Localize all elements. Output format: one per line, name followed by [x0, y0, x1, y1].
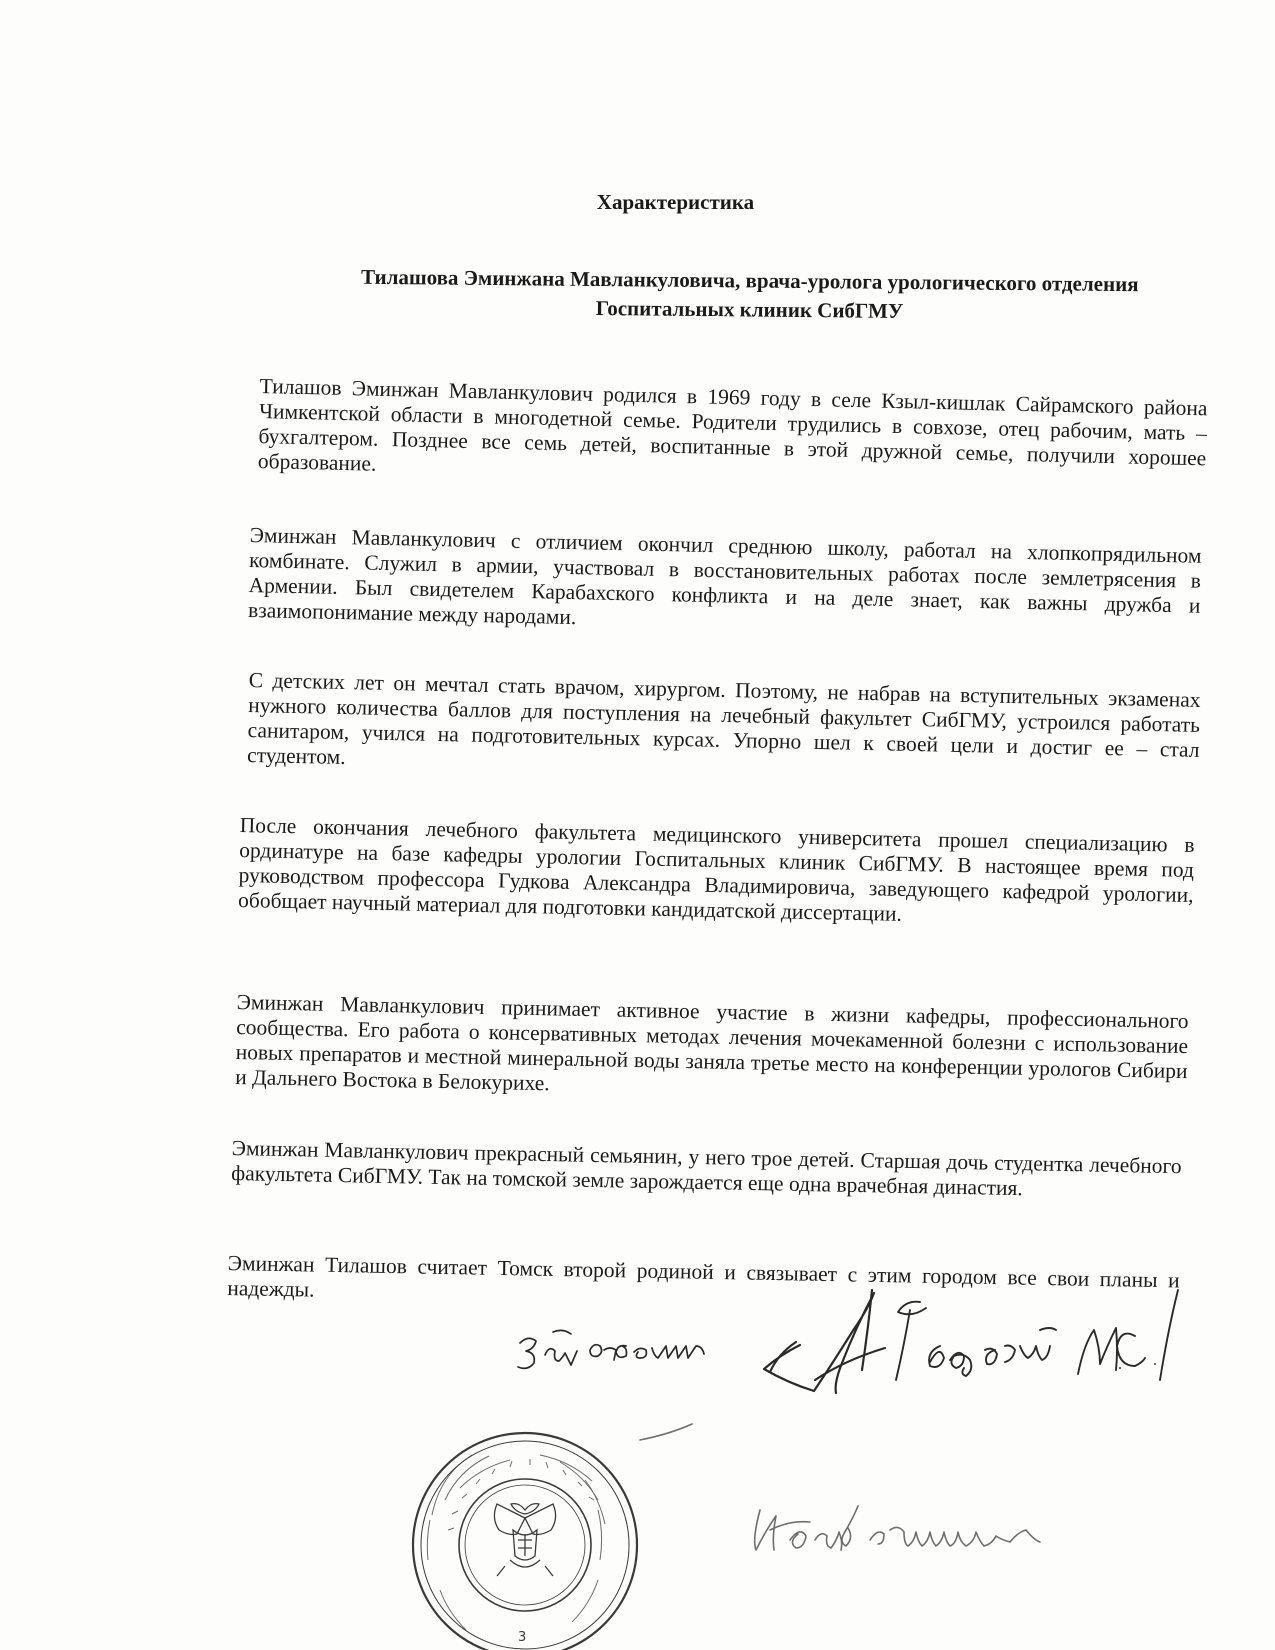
paragraph-education-path: С детских лет он мечтал стать врачом, хирургом. Поэтому, не набрав на вступительных экзаменах нужного количества баллов для поступления на лечебный факультет СибГМУ, устроился работать санитаром, учился на подготовительных курсах. Упорно шел к своей цели и достиг ее – стал студентом.: [246, 668, 1201, 770]
stamp-number: 3: [518, 1630, 527, 1645]
paragraph-closing: Эминжан Тилашов считает Томск второй родиной и связывает с этим городом все свои планы и надежды.: [227, 1251, 1180, 1302]
subtitle-line-1: Тилашова Эминжана Мавланкуловича, врача-уролога урологического отделения: [360, 264, 1139, 297]
subtitle-line-2: Госпитальных клиник СибГМУ: [595, 295, 904, 323]
paragraph-family: Эминжан Мавланкулович прекрасный семьянин, у него трое детей. Старшая дочь студентка лечебного факультета СибГМУ. Так на томской земле зарождается еще одна врачебная династия.: [231, 1136, 1182, 1201]
paragraph-specialization: После окончания лечебного факультета медицинского университета прошел специализацию в ординатуре на базе кафедры урологии Госпитальных клиник СибГМУ. В настоящее время под руководством профессора Гудкова Александра Владимировича, заведующего кафедрой урологии, обобщает научный материал для подготовки кандидатской диссертации.: [237, 813, 1195, 926]
paragraph-professional-activity: Эминжан Мавланкулович принимает активное участие в жизни кафедры, профессионального сообщества. Его работа о консервативных методах лечения мочекаменной болезни с использование новых препаратов и местной минеральной воды заняла третье место на конференции урологов Сибири и Дальнего Востока в Белокурихе.: [235, 990, 1189, 1096]
paragraph-biography: Тилашов Эминжан Мавланкулович родился в 1969 году в селе Кзыл-кишлак Сайрамского района Чимкентской области в многодетной семье. Родители трудились в совхозе, отец рабочим, мать – бухгалтером. Позднее все семь детей, воспитанные в этой дружной семье, получили хорошее образование.: [257, 374, 1208, 476]
document-title: Характеристика: [596, 190, 755, 214]
paragraph-early-career: Эминжан Мавланкулович с отличием окончил среднюю школу, работал на хлопкопрядильном комбинате. Служил в армии, участвовал в восстановительных работах после землетрясения в Армении. Был свидетелем Карабахского конфликта и на деле знает, как важны дружба и взаимопонимание между народами.: [247, 523, 1202, 630]
